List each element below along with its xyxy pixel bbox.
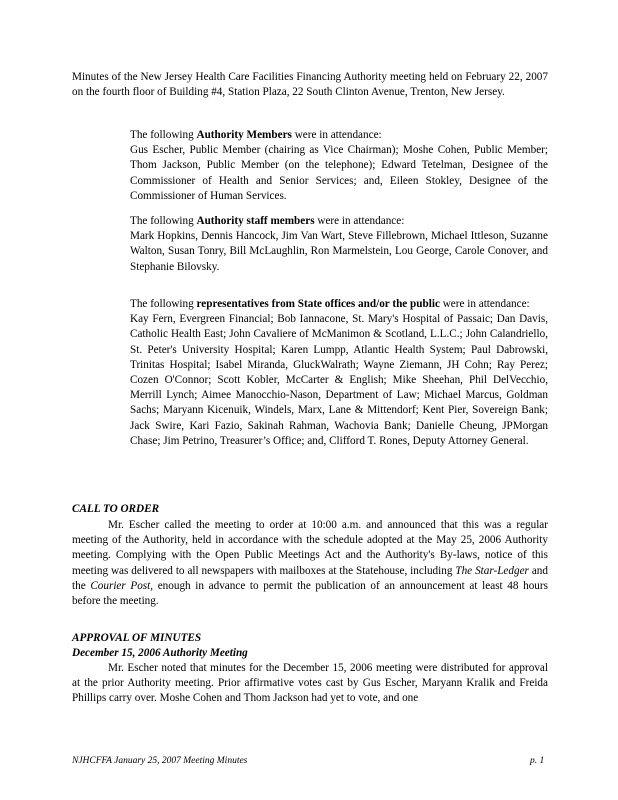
- footer-title: NJHCFFA January 25, 2007 Meeting Minutes: [72, 756, 248, 766]
- public-list: Kay Fern, Evergreen Financial; Bob Iannacone, St. Mary's Hospital of Passaic; Dan Davis, Catholic Health East; John Cavaliere of McManimon & Scotland, L.L.C.; John Calandriello, St. Peter's University Hospital; Karen Lumpp, Atlantic Health System; Paul Dabrowski, Trinitas Hospital; Isabel Miranda, GluckWalrath; Wayne Ziemann, JH Cohn; Ray Perez; Cozen O'Connor; Scott Kobler, McCarter & English; Mike Sheehan, Phil DelVecchio, Merrill Lynch; Aimee Manocchio-Nason, Department of Law; Michael Marcus, Goldman Sachs; Maryann Kicenuik, Windels, Marx, Lane & Mittendorf; Kent Pier, Sovereign Bank; Jack Swire, Kari Fazio, Sakinah Rahman, Wachovia Bank; Danielle Cheung, JPMorgan Chase; Jim Petrino, Treasurer’s Office; and, Clifford T. Rones, Deputy Attorney General.: [130, 313, 548, 447]
- page-number: p. 1: [530, 756, 545, 766]
- staff-bold-label: Authority staff members: [196, 215, 315, 227]
- public-attendance: [130, 297, 548, 449]
- call-to-order-heading: CALL TO ORDER: [72, 503, 160, 515]
- members-heading: The following Authority Members were in attendance:: [130, 129, 382, 141]
- intro-paragraph: Minutes of the New Jersey Health Care Facilities Financing Authority meeting held on February 22, 2007 on the fourth floor of Building #4, Station Plaza, 22 South Clinton Avenue, Trenton, New Jersey.: [72, 71, 548, 99]
- staff-attendance: [130, 214, 548, 275]
- members-attendance: [130, 128, 548, 204]
- staff-heading: The following Authority staff members were in attendance:: [130, 215, 405, 227]
- newspaper-star-ledger: The Star-Ledger: [455, 564, 529, 577]
- call-to-order-paragraph: Mr. Escher called the meeting to order at 10:00 a.m. and announced that this was a regular meeting of the Authority, held in accordance with the schedule adopted at the May 25, 2006 Authority meeting. Complying with the Open Public Meetings Act and the Authority's By-laws, notice of this meeting was delivered to all newspapers with mailboxes at the Statehouse, including The Star-Ledger and the Courier Post, enough in advance to permit the publication of an announcement at least 48 hours before the meeting.: [72, 519, 548, 608]
- staff-list: Mark Hopkins, Dennis Hancock, Jim Van Wart, Steve Fillebrown, Michael Ittleson, Suzanne Walton, Susan Tonry, Bill McLaughlin, Ron Marmelstein, Lou George, Carole Conover, and Stephanie Bilovsky.: [130, 230, 548, 273]
- approval-heading: APPROVAL OF MINUTES: [72, 632, 202, 644]
- members-bold-label: Authority Members: [196, 129, 292, 141]
- public-bold-label: representatives from State offices and/or the public: [196, 298, 440, 310]
- approval-paragraph: Mr. Escher noted that minutes for the December 15, 2006 meeting were distributed for approval at the prior Authority meeting. Prior affirmative votes cast by Gus Escher, Maryann Kralik and Freida Phillips carry over. Moshe Cohen and Thom Jackson had yet to vote, and one: [72, 662, 548, 705]
- newspaper-courier-post: Courier Post,: [90, 579, 154, 592]
- public-heading: The following representatives from State offices and/or the public were in attendance:: [130, 298, 530, 310]
- members-list: Gus Escher, Public Member (chairing as Vice Chairman); Moshe Cohen, Public Member; Thom Jackson, Public Member (on the telephone); Edward Tetelman, Designee of the Commissioner of Health and Senior Services; and, Eileen Stokley, Designee of the Commissioner of Human Services.: [130, 144, 548, 202]
- approval-subheading: December 15, 2006 Authority Meeting: [72, 647, 248, 659]
